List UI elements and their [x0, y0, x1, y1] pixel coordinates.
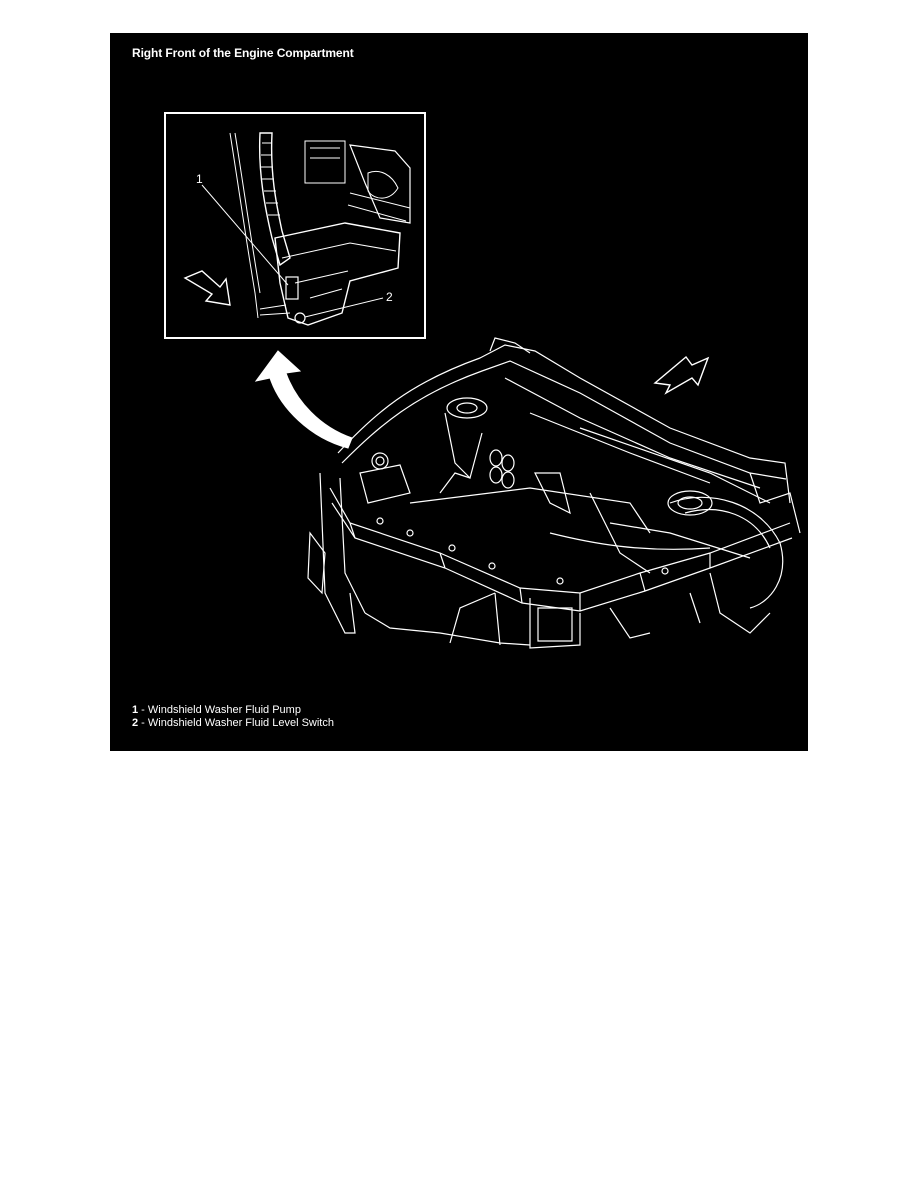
service-diagram	[110, 33, 808, 751]
callout-2: 2	[386, 290, 393, 304]
engine-compartment-illustration	[110, 33, 808, 751]
legend-item	[132, 717, 334, 730]
curved-arrow-icon	[256, 351, 352, 448]
figure-title: Right Front of the Engine Compartment	[132, 46, 354, 60]
legend-separator: -	[138, 717, 148, 729]
legend-number: 2	[132, 717, 139, 729]
detail-inset	[165, 113, 425, 338]
view-direction-arrow-icon	[655, 357, 708, 393]
legend-label: Windshield Washer Fluid Level Switch	[147, 717, 334, 729]
engine-compartment-drawing	[308, 338, 800, 648]
view-direction-arrow-icon	[185, 271, 230, 305]
legend-number: 1	[132, 704, 139, 716]
legend	[132, 704, 334, 730]
legend-label: Windshield Washer Fluid Pump	[147, 704, 301, 716]
legend-item	[132, 704, 334, 717]
callout-1: 1	[196, 172, 203, 186]
legend-separator: -	[138, 704, 148, 716]
